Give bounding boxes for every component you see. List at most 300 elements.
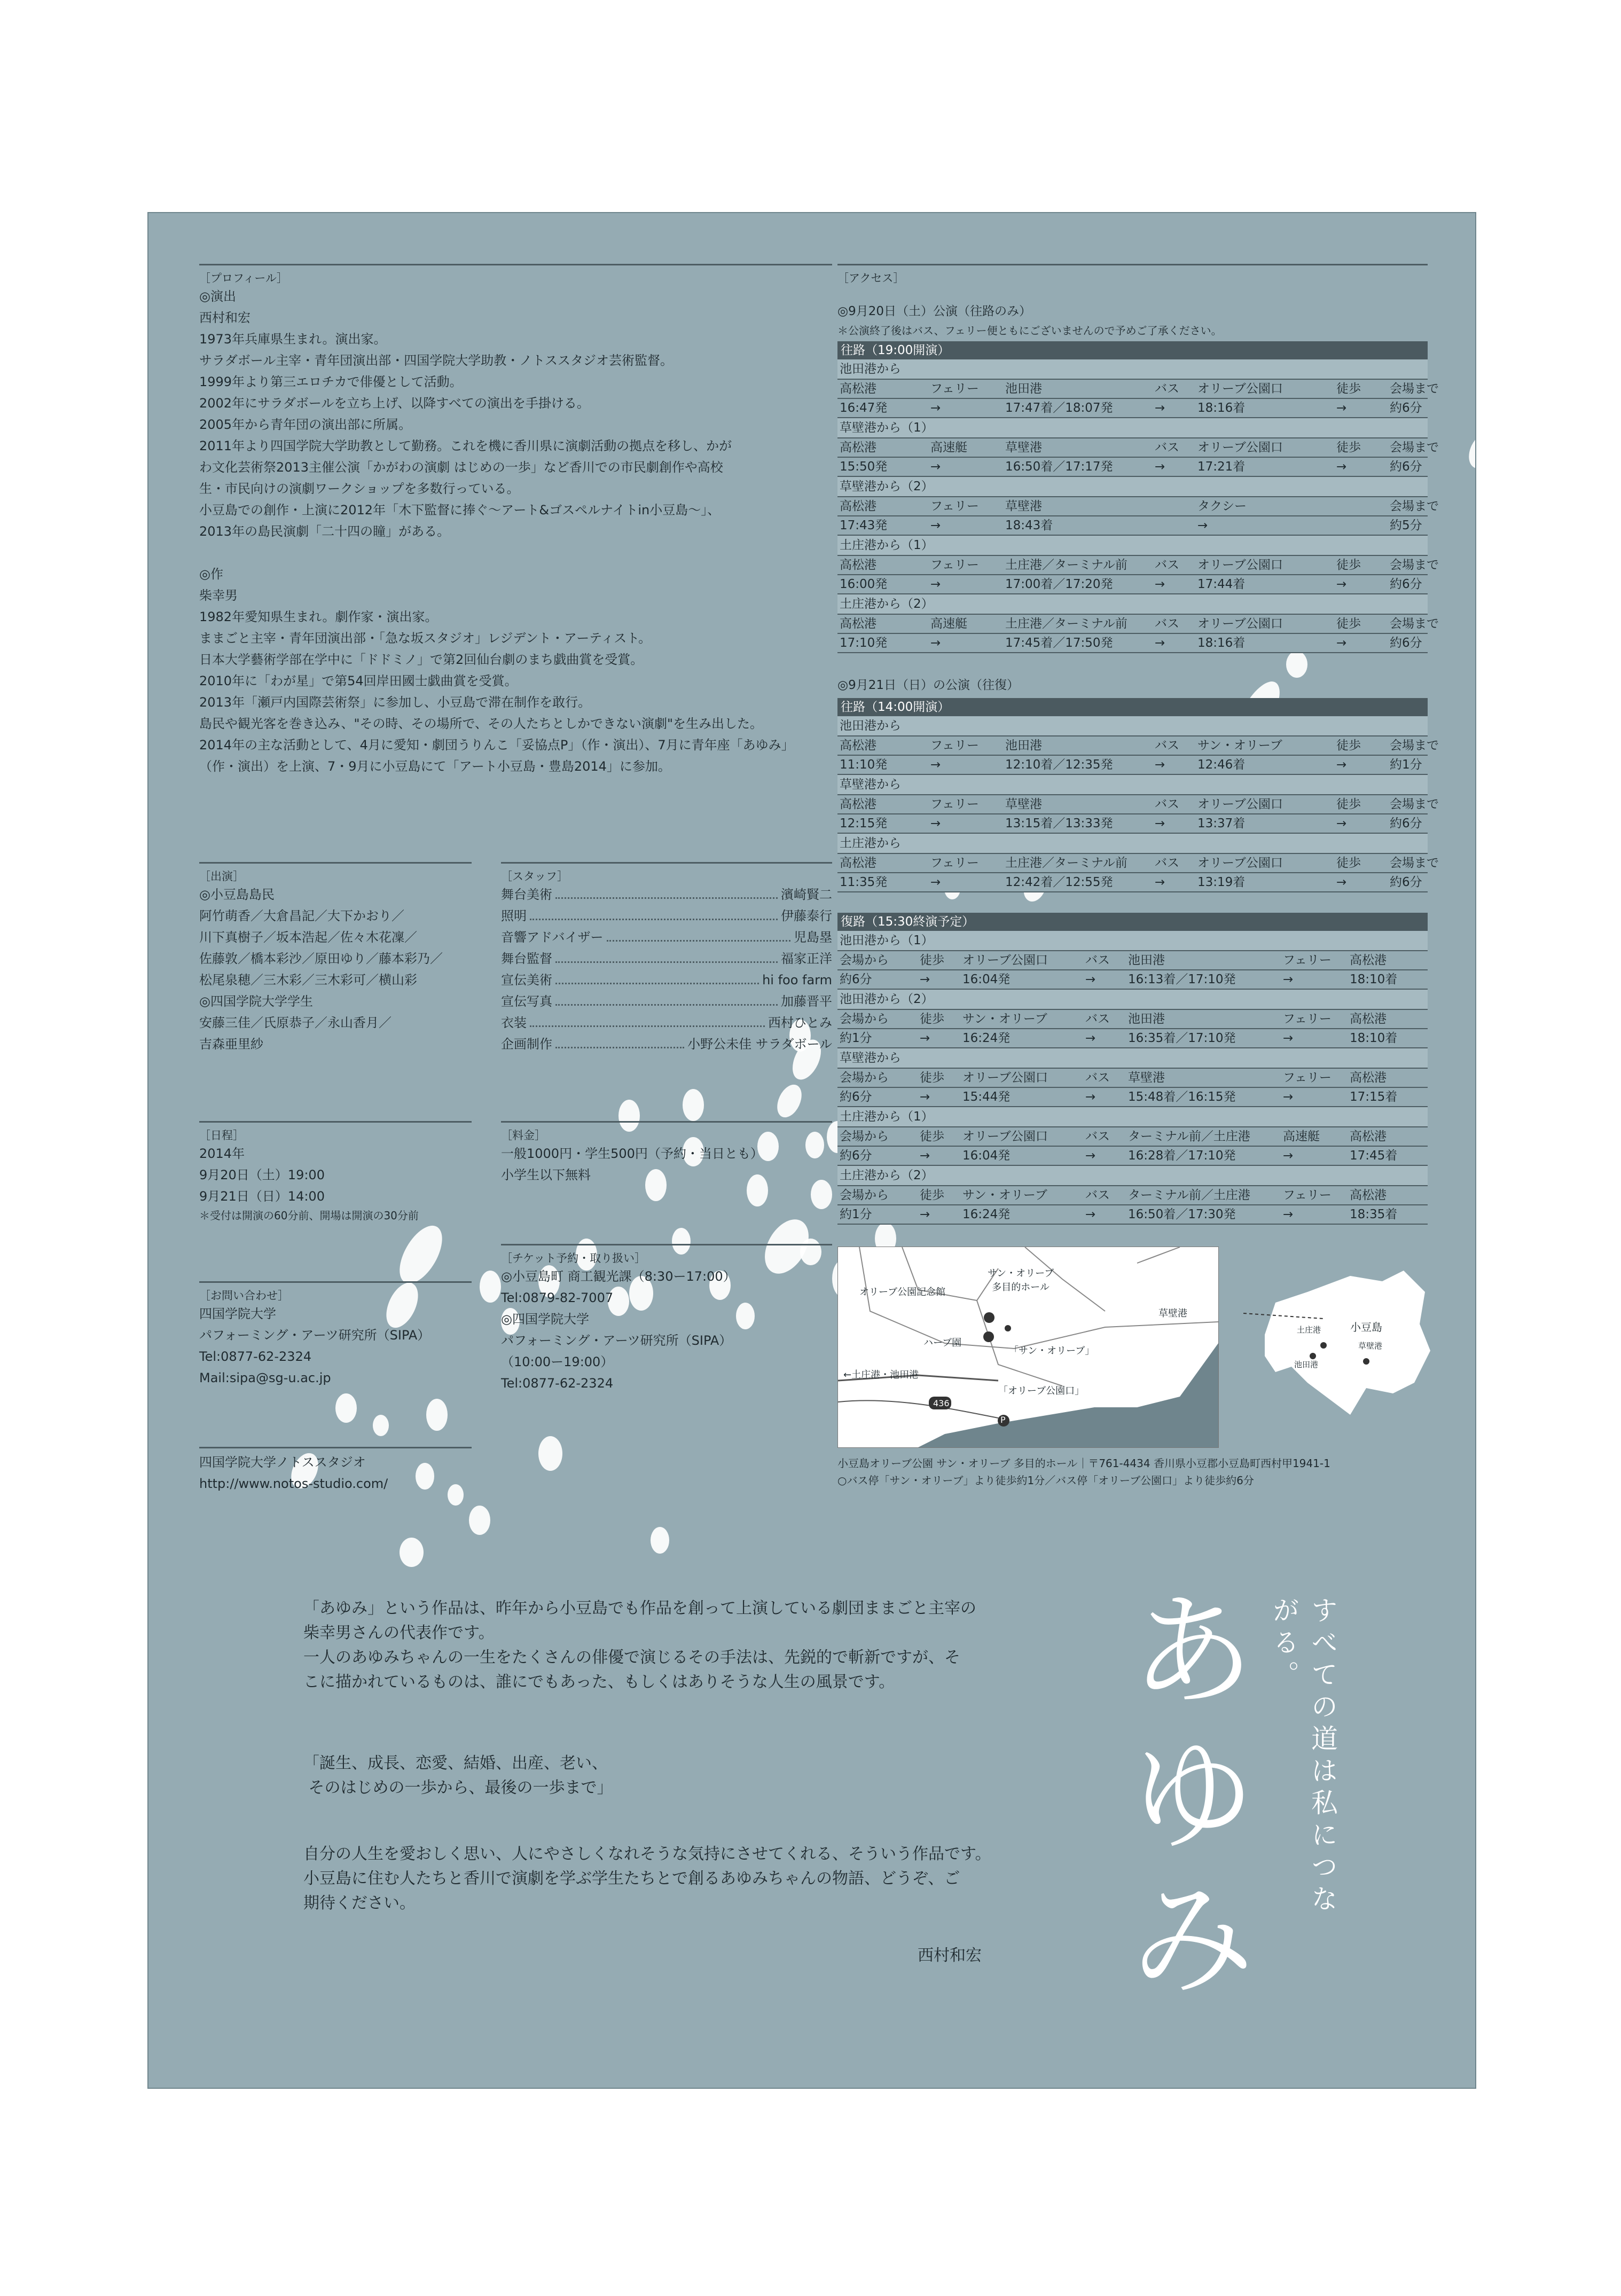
route-times-row: [837, 756, 1428, 775]
map-label-tonosho: ←土庄港・池田港: [843, 1369, 919, 1381]
route-cell: 徒歩: [920, 1071, 944, 1085]
staff-row: [501, 927, 832, 948]
route-cell: 土庄港／ターミナル前: [1005, 558, 1127, 572]
route-cell: →: [1085, 1090, 1096, 1104]
route-times-row: [837, 516, 1428, 536]
route-cell: 17:43発: [840, 519, 888, 532]
route-cell: 17:10発: [840, 636, 888, 650]
essay-paragraph-3: 自分の人生を愛おしく思い、人にやさしくなれそうな気持にさせてくれる、そういう作品です。 小豆島に住む人たちと香川で演劇を学ぶ学生たちとで創るあゆみちゃんの物語、どうぞ、ご 期待ください。: [303, 1845, 991, 1913]
route-cell: 会場まで: [1390, 856, 1439, 870]
route-cell: 15:50発: [840, 460, 888, 474]
route-cell: →: [930, 519, 941, 532]
route-cell: →: [1155, 875, 1165, 889]
route-stops-row: [837, 1186, 1428, 1205]
poster-panel: [147, 212, 1476, 2089]
decor-spot: [772, 1081, 806, 1122]
route-cell: 池田港: [1128, 1012, 1165, 1026]
route-cell: バス: [1155, 382, 1179, 396]
profile-section: [199, 264, 832, 777]
staff-name: 加藤晋平: [781, 994, 832, 1009]
route-cell: →: [1336, 817, 1347, 830]
staff-role: 衣装: [501, 1015, 527, 1030]
route-port-label: 草壁港から: [837, 775, 1428, 795]
decor-spot: [651, 1527, 669, 1554]
route-cell: →: [1155, 577, 1165, 591]
route-cell: →: [1336, 460, 1347, 474]
route-cell: 会場から: [840, 1188, 889, 1202]
director-name: 西村和宏: [199, 310, 250, 325]
day2-bar: 往路（14:00開演）: [837, 698, 1428, 716]
essay-signature: 西村和宏: [918, 1946, 982, 1965]
staff-role: 企画制作: [501, 1037, 552, 1052]
contact-text: 四国学院大学 パフォーミング・アーツ研究所（SIPA） Tel:0877-62-2324 Mail:sipa@sg-u.ac.jp: [199, 1306, 430, 1385]
route-cell: →: [1197, 519, 1208, 532]
map-label-sun-olive-stop: 「サン・オリーブ」: [1009, 1345, 1095, 1357]
map-label-sun-olive: サン・オリーブ 多目的ホール: [988, 1268, 1054, 1293]
staff-section: [501, 862, 832, 1055]
divider: [199, 1281, 472, 1283]
route-cell: 16:04発: [962, 1149, 1011, 1163]
route-cell: →: [920, 1031, 930, 1045]
route-port-label: 土庄港から（2）: [837, 594, 1428, 615]
studio-text: 四国学院大学ノトススタジオ http://www.notos-studio.com/: [199, 1455, 388, 1491]
route-cell: 18:16着: [1197, 636, 1246, 650]
route-cell: →: [1336, 636, 1347, 650]
route-cell: 17:44着: [1197, 577, 1246, 591]
route-cell: 徒歩: [1336, 617, 1361, 631]
title-char-mi: み: [1131, 1869, 1255, 2012]
route-cell: 16:35着／17:10発: [1128, 1031, 1236, 1045]
director-label: ◎演出: [199, 289, 236, 304]
route-times-row: [837, 1029, 1428, 1048]
route-cell: バス: [1085, 1012, 1110, 1026]
route-cell: オリーブ公園口: [1197, 382, 1283, 396]
day1-title: ◎9月20日（土）公演（往路のみ）: [837, 304, 1031, 318]
title-char-yu: ゆ: [1131, 1725, 1255, 1868]
route-cell: 会場まで: [1390, 558, 1439, 572]
divider: [199, 1121, 472, 1123]
route-cell: 約6分: [840, 973, 872, 986]
island-label: 小豆島: [1350, 1321, 1382, 1334]
route-cell: 高松港: [840, 797, 876, 811]
route-cell: 会場まで: [1390, 441, 1439, 455]
route-cell: 17:00着／17:20発: [1005, 577, 1113, 591]
route-cell: →: [930, 401, 941, 415]
route-cell: 高松港: [840, 856, 876, 870]
route-cell: 草壁港: [1005, 441, 1042, 455]
route-cell: 高松港: [840, 441, 876, 455]
staff-role: 宣伝美術: [501, 973, 552, 988]
route-times-row: [837, 458, 1428, 477]
route-port-label: 池田港から: [837, 359, 1428, 380]
route-cell: 約1分: [1390, 758, 1422, 772]
staff-name: 濱崎賢二: [781, 887, 832, 902]
route-times-row: [837, 970, 1428, 990]
decor-spot: [480, 1271, 501, 1303]
route-cell: →: [1336, 401, 1347, 415]
route-cell: バス: [1155, 558, 1179, 572]
route-cell: →: [920, 1208, 930, 1221]
divider: [501, 1244, 832, 1245]
studio-section: [199, 1447, 472, 1494]
route-cell: 会場まで: [1390, 797, 1439, 811]
map-label-olive-park: オリーブ公園記念館: [859, 1287, 946, 1298]
route-stops-row: [837, 951, 1428, 970]
route-stops-row: [837, 1069, 1428, 1088]
route-cell: オリーブ公園口: [1197, 856, 1283, 870]
staff-role: 舞台美術: [501, 887, 552, 902]
route-cell: バス: [1155, 441, 1179, 455]
route-cell: 池田港: [1128, 953, 1165, 967]
route-times-row: [837, 575, 1428, 594]
route-stops-row: [837, 380, 1439, 399]
route-cell: 約6分: [1390, 875, 1422, 889]
map-label-herb: ハーブ園: [923, 1337, 962, 1349]
route-cell: 徒歩: [1336, 739, 1361, 753]
route-cell: バス: [1155, 617, 1179, 631]
route-cell: 高松港: [840, 558, 876, 572]
day2-title: ◎9月21日（日）の公演（往復）: [837, 678, 1019, 692]
route-cell: 徒歩: [1336, 558, 1361, 572]
route-stops-row: [837, 795, 1439, 814]
decor-spot: [1463, 429, 1476, 473]
route-cell: フェリー: [930, 856, 979, 870]
route-cell: フェリー: [1283, 953, 1332, 967]
essay-quote: 「誕生、成長、恋愛、結婚、出産、老い、 そのはじめの一歩から、最後の一歩まで」: [303, 1754, 613, 1797]
route-port-label: 草壁港から（1）: [837, 418, 1428, 438]
route-cell: 13:19着: [1197, 875, 1246, 889]
route-cell: フェリー: [1283, 1188, 1332, 1202]
staff-name: 伊藤泰行: [781, 908, 832, 923]
staff-header: ［スタッフ］: [501, 870, 568, 883]
route-cell: サン・オリーブ: [1197, 739, 1282, 753]
profile-header: ［プロフィール］: [199, 272, 288, 285]
route-cell: →: [930, 636, 941, 650]
route-cell: 16:13着／17:10発: [1128, 973, 1236, 986]
price-header: ［料金］: [501, 1129, 546, 1142]
director-bio: 1973年兵庫県生まれ。演出家。 サラダボール主宰・青年団演出部・四国学院大学助教・ノトススタジオ芸術監督。 1999年より第三エロチカで俳優として活動。 2002年にサラダボールを立ち上げ、以降すべての演出を手掛ける。 2005年から青年団の演出部に所属。 2011年より四国学院大学助教として勤務。これを機に香川県に演劇活動の拠点を移し、かが わ文化芸術祭2013主催公演「かがわの演劇 はじめの一歩」など香川での市民劇創作や高校 生・市民向けの演劇ワークショップを多数行っている。 小豆島での創作・上演に2012年「木下監督に捧ぐ〜アート&ゴスペルナイトin小豆島〜」、 2013年の島民演劇「二十四の瞳」がある。: [199, 332, 732, 539]
dot-leader: [530, 905, 778, 920]
decor-spot: [426, 1399, 448, 1431]
access-header: ［アクセス］: [837, 272, 905, 285]
route-cell: 16:04発: [962, 973, 1011, 986]
island-graphic: [1243, 1260, 1436, 1420]
route-cell: タクシー: [1197, 499, 1247, 513]
route-cell: 徒歩: [1336, 441, 1361, 455]
route-cell: 約6分: [840, 1090, 872, 1104]
route-cell: バス: [1155, 797, 1179, 811]
divider: [199, 862, 472, 864]
route-stops-row: [837, 1127, 1428, 1147]
staff-name: 福家正洋: [781, 951, 832, 966]
route-cell: オリーブ公園口: [962, 1071, 1048, 1085]
staff-row: [501, 948, 832, 969]
route-stops-row: [837, 615, 1439, 634]
route-cell: 徒歩: [1336, 856, 1361, 870]
route-cell: フェリー: [930, 382, 979, 396]
route-cell: 18:35着: [1350, 1208, 1398, 1221]
staff-list: [501, 884, 832, 1055]
route-cell: →: [1336, 758, 1347, 772]
staff-role: 舞台監督: [501, 951, 552, 966]
route-port-label: 池田港から（1）: [837, 931, 1428, 951]
route-cell: →: [1283, 1090, 1294, 1104]
route-cell: 17:21着: [1197, 460, 1246, 474]
staff-row: [501, 991, 832, 1012]
return-timetable: [837, 931, 1428, 1225]
route-cell: バス: [1155, 739, 1179, 753]
route-cell: 11:10発: [840, 758, 888, 772]
route-cell: 高松港: [1350, 1012, 1387, 1026]
decor-spot: [373, 1415, 389, 1436]
title-char-a: あ: [1131, 1581, 1255, 1723]
route-cell: 18:43着: [1005, 519, 1053, 532]
divider: [501, 1121, 832, 1123]
route-cell: →: [930, 577, 941, 591]
route-cell: 高松港: [1350, 1188, 1387, 1202]
route-cell: 土庄港／ターミナル前: [1005, 856, 1127, 870]
route-cell: 12:10着／12:35発: [1005, 758, 1113, 772]
venue-bus-stops: ○バス停「サン・オリーブ」より徒歩約1分／バス停「オリーブ公園口」より徒歩約6分: [837, 1474, 1254, 1487]
route-cell: →: [1085, 1149, 1096, 1163]
route-cell: →: [920, 1149, 930, 1163]
route-cell: 17:15着: [1350, 1090, 1398, 1104]
route-cell: →: [1336, 875, 1347, 889]
staff-row: [501, 969, 832, 991]
route-cell: 17:45着／17:50発: [1005, 636, 1113, 650]
staff-role: 宣伝写真: [501, 994, 552, 1009]
route-cell: サン・オリーブ: [962, 1012, 1047, 1026]
route-port-label: 池田港から: [837, 716, 1428, 736]
route-cell: 約5分: [1390, 519, 1422, 532]
route-cell: 16:50着／17:17発: [1005, 460, 1113, 474]
route-cell: 高松港: [840, 499, 876, 513]
route-cell: 草壁港: [1128, 1071, 1165, 1085]
route-cell: 池田港: [1005, 739, 1042, 753]
route-cell: →: [1155, 817, 1165, 830]
route-cell: バス: [1085, 1071, 1110, 1085]
route-cell: 高松港: [840, 382, 876, 396]
route-cell: 13:37着: [1197, 817, 1246, 830]
dot-leader: [555, 969, 759, 984]
route-cell: バス: [1085, 953, 1110, 967]
route-cell: オリーブ公園口: [1197, 558, 1283, 572]
route-cell: 12:15発: [840, 817, 888, 830]
route-cell: フェリー: [930, 739, 979, 753]
cast-header: ［出演］: [199, 870, 244, 883]
route-cell: 16:50着／17:30発: [1128, 1208, 1236, 1221]
route-cell: 16:28着／17:10発: [1128, 1149, 1236, 1163]
route-cell: 約1分: [840, 1208, 872, 1221]
route-cell: 約6分: [1390, 817, 1422, 830]
route-cell: 約6分: [1390, 577, 1422, 591]
dot-leader: [555, 884, 778, 899]
island-kusakabe: 草壁港: [1358, 1341, 1383, 1351]
route-cell: 徒歩: [1336, 797, 1361, 811]
writer-label: ◎作: [199, 567, 223, 582]
route-cell: →: [1155, 636, 1165, 650]
route-cell: サン・オリーブ: [962, 1188, 1047, 1202]
route-cell: →: [1155, 758, 1165, 772]
decor-spot: [538, 1436, 562, 1471]
route-cell: 徒歩: [1336, 382, 1361, 396]
route-times-row: [837, 1147, 1428, 1166]
dot-leader: [555, 991, 778, 1006]
staff-name: 小野公未佳 サラダボール: [687, 1037, 832, 1052]
price-text: 一般1000円・学生500円（予約・当日とも） 小学生以下無料: [501, 1146, 763, 1182]
divider: [837, 264, 1428, 265]
route-cell: 約6分: [1390, 401, 1422, 415]
route-cell: 会場から: [840, 1130, 889, 1143]
access-section: [837, 264, 1439, 1225]
route-cell: 会場から: [840, 1012, 889, 1026]
staff-row: [501, 1033, 832, 1055]
route-port-label: 土庄港から（1）: [837, 536, 1428, 556]
route-cell: 15:44発: [962, 1090, 1011, 1104]
route-cell: 約1分: [840, 1031, 872, 1045]
staff-row: [501, 1012, 832, 1033]
route-cell: [1153, 516, 1195, 535]
route-cell: 高速艇: [1283, 1130, 1320, 1143]
route-cell: 草壁港: [1005, 797, 1042, 811]
staff-name: hi foo farm: [762, 973, 832, 988]
route-cell: 会場から: [840, 1071, 889, 1085]
route-cell: →: [1085, 1031, 1096, 1045]
route-cell: 18:10着: [1350, 1031, 1398, 1045]
route-cell: オリーブ公園口: [1197, 797, 1283, 811]
route-stops-row: [837, 438, 1439, 458]
decor-spot: [391, 1219, 451, 1290]
route-cell: フェリー: [1283, 1012, 1332, 1026]
route-cell: 高松港: [1350, 1130, 1387, 1143]
route-cell: フェリー: [930, 558, 979, 572]
route-cell: →: [1155, 401, 1165, 415]
route-cell: フェリー: [930, 499, 979, 513]
venue-info: [837, 1455, 1452, 1489]
route-cell: オリーブ公園口: [1197, 617, 1283, 631]
route-cell: 会場から: [840, 953, 889, 967]
route-stops-row: [837, 736, 1439, 756]
staff-name: 西村ひとみ: [768, 1015, 832, 1030]
route-cell: 土庄港／ターミナル前: [1005, 617, 1127, 631]
route-cell: 16:24発: [962, 1208, 1011, 1221]
contact-header: ［お問い合わせ］: [199, 1289, 289, 1302]
dot-leader: [607, 927, 790, 942]
map-label-route: 436: [933, 1398, 950, 1408]
schedule-dates: 2014年 9月20日（土）19:00 9月21日（日）14:00: [199, 1146, 325, 1204]
route-cell: →: [1283, 1031, 1294, 1045]
route-cell: 11:35発: [840, 875, 888, 889]
ticket-section: [501, 1244, 832, 1394]
route-cell: 高速艇: [930, 617, 967, 631]
staff-name: 児島塁: [794, 930, 832, 945]
decor-spot: [683, 1089, 704, 1121]
schedule-section: [199, 1121, 472, 1224]
route-stops-row: [837, 497, 1439, 516]
title-tagline: すべての道は私につながる。: [1268, 1596, 1338, 1917]
writer-bio: 1982年愛知県生まれ。劇作家・演出家。 ままごと主宰・青年団演出部・「急な坂スタジオ」レジデント・アーティスト。 日本大学藝術学部在学中に「ドドミノ」で第2回仙台劇のまち戯曲賞を受賞。 2010年に「わが星」で第54回岸田國士戯曲賞を受賞。 2013年「瀬戸内国際芸術祭」に参加し、小豆島で滞在制作を敢行。 島民や観光客を巻き込み、"その時、その場所で、その人たちとしかできない演劇"を生み出した。 2014年の主な活動として、4月に愛知・劇団うりんこ「妥協点P」（作・演出）、7月に青年座「あゆみ」 （作・演出）を上演、7・9月に小豆島にて「アート小豆島・豊島2014」に参加。: [199, 609, 794, 774]
day1-note: ＊公演終了後はバス、フェリー便ともにございませんので予めご了承ください。: [837, 324, 1222, 337]
route-cell: フェリー: [1283, 1071, 1332, 1085]
route-cell: 徒歩: [920, 1188, 944, 1202]
route-times-row: [837, 634, 1428, 653]
route-cell: バス: [1085, 1130, 1110, 1143]
route-cell: バス: [1155, 856, 1179, 870]
route-cell: 13:15着／13:33発: [1005, 817, 1113, 830]
route-port-label: 草壁港から（2）: [837, 477, 1428, 497]
route-cell: 約6分: [1390, 636, 1422, 650]
route-cell: →: [920, 973, 930, 986]
return-bar: 復路（15:30終演予定）: [837, 913, 1428, 931]
dot-leader: [555, 948, 778, 963]
route-times-row: [837, 1205, 1428, 1225]
route-cell: 17:47着／18:07発: [1005, 401, 1113, 415]
route-cell: フェリー: [930, 797, 979, 811]
route-cell: →: [1283, 1149, 1294, 1163]
route-cell: →: [1085, 973, 1096, 986]
route-cell: 高松港: [1350, 1071, 1387, 1085]
route-cell: ターミナル前／土庄港: [1128, 1188, 1250, 1202]
route-cell: オリーブ公園口: [962, 953, 1048, 967]
route-port-label: 土庄港から: [837, 834, 1428, 854]
route-cell: 約6分: [840, 1149, 872, 1163]
route-port-label: 池田港から（2）: [837, 990, 1428, 1010]
route-cell: バス: [1085, 1188, 1110, 1202]
route-cell: →: [1085, 1208, 1096, 1221]
route-cell: 高松港: [840, 617, 876, 631]
ticket-text: ◎小豆島町 商工観光課（8:30ー17:00） Tel:0879-82-7007 ◎四国学院大学 パフォーミング・アーツ研究所（SIPA） （10:00ー19:00） Tel:0877-62-2324: [501, 1269, 736, 1391]
map-label-kusakabe: 草壁港: [1158, 1308, 1187, 1319]
route-cell: [1153, 497, 1195, 515]
route-port-label: 草壁港から: [837, 1048, 1428, 1069]
island-tonosho: 土庄港: [1297, 1325, 1321, 1335]
route-cell: 高松港: [1350, 953, 1387, 967]
route-cell: [1334, 516, 1388, 535]
route-cell: 会場まで: [1390, 617, 1439, 631]
price-section: [501, 1121, 832, 1186]
day2-timetable: [837, 716, 1439, 892]
route-port-label: 土庄港から（1）: [837, 1107, 1428, 1127]
route-cell: 17:45着: [1350, 1149, 1398, 1163]
route-cell: 16:24発: [962, 1031, 1011, 1045]
decor-spot: [400, 1538, 424, 1567]
staff-role: 音響アドバイザー: [501, 930, 604, 945]
route-cell: 高速艇: [930, 441, 967, 455]
route-cell: 会場まで: [1390, 499, 1439, 513]
route-cell: 16:00発: [840, 577, 888, 591]
staff-role: 照明: [501, 908, 527, 923]
route-cell: 会場まで: [1390, 382, 1439, 396]
route-cell: →: [930, 875, 941, 889]
route-cell: 18:10着: [1350, 973, 1398, 986]
day1-timetable: [837, 359, 1439, 653]
route-cell: →: [930, 758, 941, 772]
island-inset: [1243, 1260, 1436, 1420]
map-label-olive-stop: 「オリーブ公園口」: [998, 1385, 1085, 1397]
schedule-header: ［日程］: [199, 1129, 244, 1142]
divider: [199, 1447, 472, 1448]
schedule-note: ＊受付は開演の60分前、開場は開演の30分前: [199, 1209, 419, 1222]
route-cell: 徒歩: [920, 1012, 944, 1026]
area-map: [837, 1247, 1219, 1448]
route-cell: →: [1336, 577, 1347, 591]
route-cell: 16:47発: [840, 401, 888, 415]
route-cell: →: [930, 460, 941, 474]
day1-bar: 往路（19:00開演）: [837, 341, 1428, 359]
map-label-parking: P: [1000, 1415, 1006, 1425]
route-cell: オリーブ公園口: [962, 1130, 1048, 1143]
route-stops-row: [837, 1010, 1428, 1029]
